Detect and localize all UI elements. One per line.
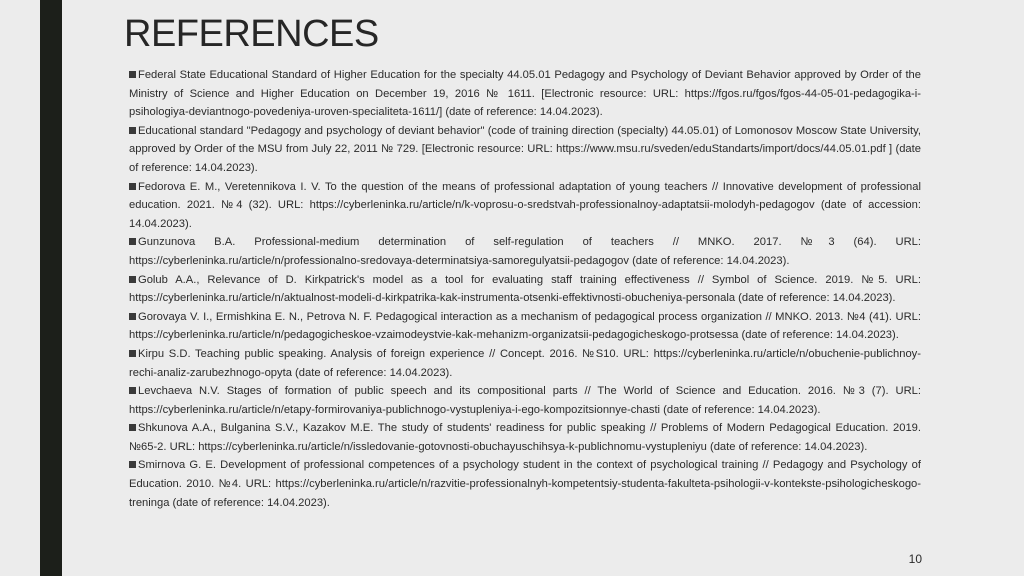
reference-list [129,66,921,512]
reference-item [129,382,921,419]
reference-text: Gunzunova B.A. Professional-medium determination of self-regulation of teachers // MNKO. 2017. №3 (64). URL: https://cyberleninka.ru/article/n/professionalno-sredovaya-determinatsiya-samoregulyatsii-pedagogov (date of reference: 14.04.2023). [129,236,921,267]
reference-item [129,122,921,178]
square-bullet-icon [129,387,136,394]
left-accent-bar [40,0,62,576]
square-bullet-icon [129,238,136,245]
square-bullet-icon [129,71,136,78]
reference-item [129,233,921,270]
reference-text: Gorovaya V. I., Ermishkina E. N., Petrova N. F. Pedagogical interaction as a mechanism of pedagogical process organization // MNKO. 2013. №4 (41). URL: https://cyberleninka.ru/article/n/pedagogicheskoe-vzaimodeystvie-kak-mehanizm-organizatsii-pedagogicheskogo-protsessa (date of reference: 14.04.2023). [129,310,921,342]
square-bullet-icon [129,424,136,431]
reference-text: Fedorova E. M., Veretennikova I. V. To the question of the means of professional adaptation of young teachers // Innovative development of professional education. 2021. №4 (32). URL: https://cyberleninka.ru/article/n/k-voprosu-o-sredstvah-professionalnoy-adaptatsii-molodyh-pedagogov (date of accession: 14.04.2023). [129,180,921,230]
square-bullet-icon [129,350,136,357]
reference-item [129,66,921,122]
reference-item [129,178,921,234]
reference-text: Smirnova G. E. Development of professional competences of a psychology student in the context of psychological training // Pedagogy and Psychology of Education. 2010. №4. URL: https://cyberleninka.ru/article/n/razvitie-professionalnyh-kompetentsiy-studenta-fakulteta-psihologii-v-kontekste-psihologicheskogo-treninga (date of reference: 14.04.2023). [129,459,921,509]
reference-text: Golub A.A., Relevance of D. Kirkpatrick's model as a tool for evaluating staff training effectiveness // Symbol of Science. 2019. №5. URL: https://cyberleninka.ru/article/n/aktualnost-modeli-d-kirkpatrika-kak-instrumenta-otsenki-effektivnosti-obucheniya-personala (date of reference: 14.04.2023). [129,273,921,305]
page-number: 10 [908,552,922,566]
square-bullet-icon [129,183,136,190]
reference-text: Shkunova A.A., Bulganina S.V., Kazakov M.E. The study of students' readiness for public speaking // Problems of Modern Pedagogical Education. 2019. №65-2. URL: https://cyberleninka.ru/article/n/issledovanie-gotovnosti-obuchayuschihsya-k-publichnomu-vystupleniyu (date of reference: 14.04.2023). [129,422,921,453]
square-bullet-icon [129,461,136,468]
reference-text: Federal State Educational Standard of Higher Education for the specialty 44.05.01 Pedagogy and Psychology of Deviant Behavior approved by Order of the Ministry of Science and Higher Education on December 19, 2016 № 1611. [Electronic resource: URL: https://fgos.ru/fgos/fgos-44-05-01-pedagogika-i-psihologiya-deviantnogo-povedeniya-uroven-specialiteta-1611/] (date of reference: 14.04.2023). [129,69,921,119]
reference-item [129,419,921,456]
square-bullet-icon [129,313,136,320]
square-bullet-icon [129,276,136,283]
reference-item [129,308,921,345]
reference-text: Kirpu S.D. Teaching public speaking. Analysis of foreign experience // Concept. 2016. №S10. URL: https://cyberleninka.ru/article/n/obuchenie-publichnoy-rechi-analiz-zarubezhnogo-opyta (date of reference: 14.04.2023). [129,347,921,379]
reference-text: Levchaeva N.V. Stages of formation of public speech and its compositional parts // The World of Science and Education. 2016. №3 (7). URL: https://cyberleninka.ru/article/n/etapy-formirovaniya-publichnogo-vystupleniya-i-ego-kompozitsionnye-chasti (date of reference: 14.04.2023). [129,385,921,416]
slide-title: REFERENCES [124,13,379,55]
reference-text: Educational standard "Pedagogy and psychology of deviant behavior" (code of training direction (specialty) 44.05.01) of Lomonosov Moscow State University, approved by Order of the MSU from July 22, 2011 № 729. [Electronic resource: URL: https://www.msu.ru/sveden/eduStandarts/import/docs/44.05.01.pdf ] (date of reference: 14.04.2023). [129,124,921,174]
square-bullet-icon [129,127,136,134]
reference-item [129,345,921,382]
reference-item [129,456,921,512]
reference-item [129,271,921,308]
